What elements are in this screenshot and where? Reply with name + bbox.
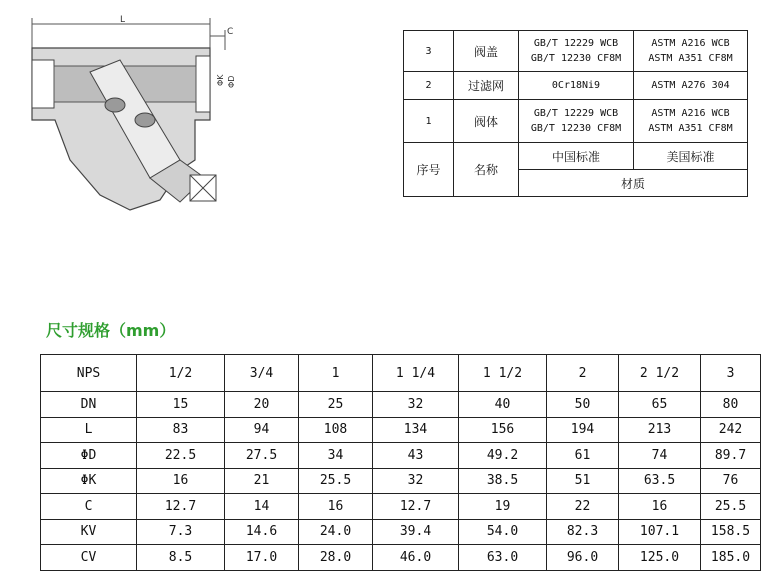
dims-cell: 54.0 bbox=[459, 519, 547, 545]
dims-cell: 20 bbox=[225, 392, 299, 418]
dims-cell: 32 bbox=[373, 392, 459, 418]
dims-header-cell: 2 1/2 bbox=[619, 355, 701, 392]
dims-cell: 156 bbox=[459, 417, 547, 443]
dims-cell: 34 bbox=[299, 443, 373, 469]
y-strainer-drawing bbox=[20, 10, 250, 225]
dims-row bbox=[41, 545, 761, 571]
dims-cell: 22.5 bbox=[137, 443, 225, 469]
drawing-label-d: ΦD bbox=[227, 75, 236, 88]
dims-cell: 32 bbox=[373, 468, 459, 494]
dims-cell: 28.0 bbox=[299, 545, 373, 571]
material-cn-line: GB/T 12229 WCB bbox=[533, 108, 619, 119]
material-part-name: 过滤网 bbox=[454, 72, 519, 100]
material-row bbox=[404, 31, 748, 72]
header-no: 序号 bbox=[404, 143, 454, 197]
dims-cell: 74 bbox=[619, 443, 701, 469]
dims-header-row bbox=[41, 355, 761, 392]
dims-cell: 83 bbox=[137, 417, 225, 443]
dims-cell: 16 bbox=[299, 494, 373, 520]
dims-cell: 21 bbox=[225, 468, 299, 494]
dims-cell: 16 bbox=[137, 468, 225, 494]
material-row bbox=[404, 100, 748, 143]
dims-row bbox=[41, 494, 761, 520]
header-cn-standard: 中国标准 bbox=[519, 143, 634, 170]
section-title: 尺寸规格（mm） bbox=[46, 321, 176, 340]
dims-cell: ΦD bbox=[41, 443, 137, 469]
dims-header-cell: 3/4 bbox=[225, 355, 299, 392]
dims-cell: 12.7 bbox=[137, 494, 225, 520]
material-cn-line: GB/T 12229 WCB bbox=[533, 38, 619, 49]
dims-cell: 38.5 bbox=[459, 468, 547, 494]
dims-cell: 39.4 bbox=[373, 519, 459, 545]
dims-cell: 76 bbox=[701, 468, 761, 494]
material-us-standard: ASTM A276 304 bbox=[634, 72, 748, 100]
material-cn-standard: 0Cr18Ni9 bbox=[519, 72, 634, 100]
material-header-row bbox=[404, 143, 748, 170]
material-us-line: ASTM A351 CF8M bbox=[648, 53, 733, 64]
material-us-standard bbox=[634, 31, 748, 72]
dims-cell: 15 bbox=[137, 392, 225, 418]
dims-row bbox=[41, 443, 761, 469]
dims-cell: L bbox=[41, 417, 137, 443]
dims-cell: 185.0 bbox=[701, 545, 761, 571]
dims-header-cell: 3 bbox=[701, 355, 761, 392]
material-us-line: ASTM A216 WCB bbox=[651, 108, 730, 119]
dims-cell: 51 bbox=[547, 468, 619, 494]
dims-cell: 50 bbox=[547, 392, 619, 418]
dims-cell: 7.3 bbox=[137, 519, 225, 545]
dims-cell: 25.5 bbox=[701, 494, 761, 520]
drawing-label-c: C bbox=[227, 27, 234, 37]
dims-cell: 125.0 bbox=[619, 545, 701, 571]
dims-header-cell: 2 bbox=[547, 355, 619, 392]
dims-row bbox=[41, 417, 761, 443]
dims-cell: 22 bbox=[547, 494, 619, 520]
dims-row bbox=[41, 392, 761, 418]
material-cn-line: GB/T 12230 CF8M bbox=[530, 123, 622, 134]
dims-cell: 94 bbox=[225, 417, 299, 443]
dims-row bbox=[41, 468, 761, 494]
material-part-name: 阀盖 bbox=[454, 31, 519, 72]
material-cn-line: GB/T 12230 CF8M bbox=[530, 53, 622, 64]
dims-cell: 89.7 bbox=[701, 443, 761, 469]
dims-cell: 63.0 bbox=[459, 545, 547, 571]
material-part-name: 阀体 bbox=[454, 100, 519, 143]
drawing-label-k: ΦK bbox=[216, 74, 225, 86]
dims-cell: DN bbox=[41, 392, 137, 418]
material-no: 2 bbox=[404, 72, 454, 100]
dims-cell: KV bbox=[41, 519, 137, 545]
header-material: 材质 bbox=[519, 170, 748, 197]
dims-cell: 24.0 bbox=[299, 519, 373, 545]
dims-row bbox=[41, 519, 761, 545]
dims-cell: 158.5 bbox=[701, 519, 761, 545]
drawing-label-l: L bbox=[120, 15, 126, 25]
material-us-line: ASTM A351 CF8M bbox=[648, 123, 733, 134]
material-cn-standard bbox=[519, 100, 634, 143]
header-name: 名称 bbox=[454, 143, 519, 197]
material-no: 3 bbox=[404, 31, 454, 72]
material-row bbox=[404, 72, 748, 100]
dims-cell: 12.7 bbox=[373, 494, 459, 520]
dims-cell: 61 bbox=[547, 443, 619, 469]
dimensions-table bbox=[40, 354, 761, 571]
dims-cell: ΦK bbox=[41, 468, 137, 494]
dims-header-cell: 1 bbox=[299, 355, 373, 392]
dims-cell: 134 bbox=[373, 417, 459, 443]
material-no: 1 bbox=[404, 100, 454, 143]
dims-cell: 49.2 bbox=[459, 443, 547, 469]
dims-cell: 63.5 bbox=[619, 468, 701, 494]
dims-header-cell: 1 1/2 bbox=[459, 355, 547, 392]
dims-cell: 25.5 bbox=[299, 468, 373, 494]
material-table bbox=[403, 30, 748, 197]
material-us-standard bbox=[634, 100, 748, 143]
dims-cell: 96.0 bbox=[547, 545, 619, 571]
dims-header-cell: NPS bbox=[41, 355, 137, 392]
dims-cell: 82.3 bbox=[547, 519, 619, 545]
dims-cell: 8.5 bbox=[137, 545, 225, 571]
dims-cell: 46.0 bbox=[373, 545, 459, 571]
dims-cell: 43 bbox=[373, 443, 459, 469]
dims-cell: 65 bbox=[619, 392, 701, 418]
dims-cell: 242 bbox=[701, 417, 761, 443]
dims-cell: 19 bbox=[459, 494, 547, 520]
dims-cell: 14 bbox=[225, 494, 299, 520]
dims-cell: 17.0 bbox=[225, 545, 299, 571]
dims-header-cell: 1 1/4 bbox=[373, 355, 459, 392]
dims-cell: 25 bbox=[299, 392, 373, 418]
material-cn-standard bbox=[519, 31, 634, 72]
material-us-line: ASTM A216 WCB bbox=[651, 38, 730, 49]
dims-cell: 40 bbox=[459, 392, 547, 418]
dims-cell: CV bbox=[41, 545, 137, 571]
dims-cell: 80 bbox=[701, 392, 761, 418]
dims-cell: 213 bbox=[619, 417, 701, 443]
dims-cell: 108 bbox=[299, 417, 373, 443]
dims-header-cell: 1/2 bbox=[137, 355, 225, 392]
dims-cell: C bbox=[41, 494, 137, 520]
header-us-standard: 美国标准 bbox=[634, 143, 748, 170]
dims-cell: 14.6 bbox=[225, 519, 299, 545]
dims-cell: 27.5 bbox=[225, 443, 299, 469]
dims-cell: 107.1 bbox=[619, 519, 701, 545]
dims-cell: 194 bbox=[547, 417, 619, 443]
dims-cell: 16 bbox=[619, 494, 701, 520]
